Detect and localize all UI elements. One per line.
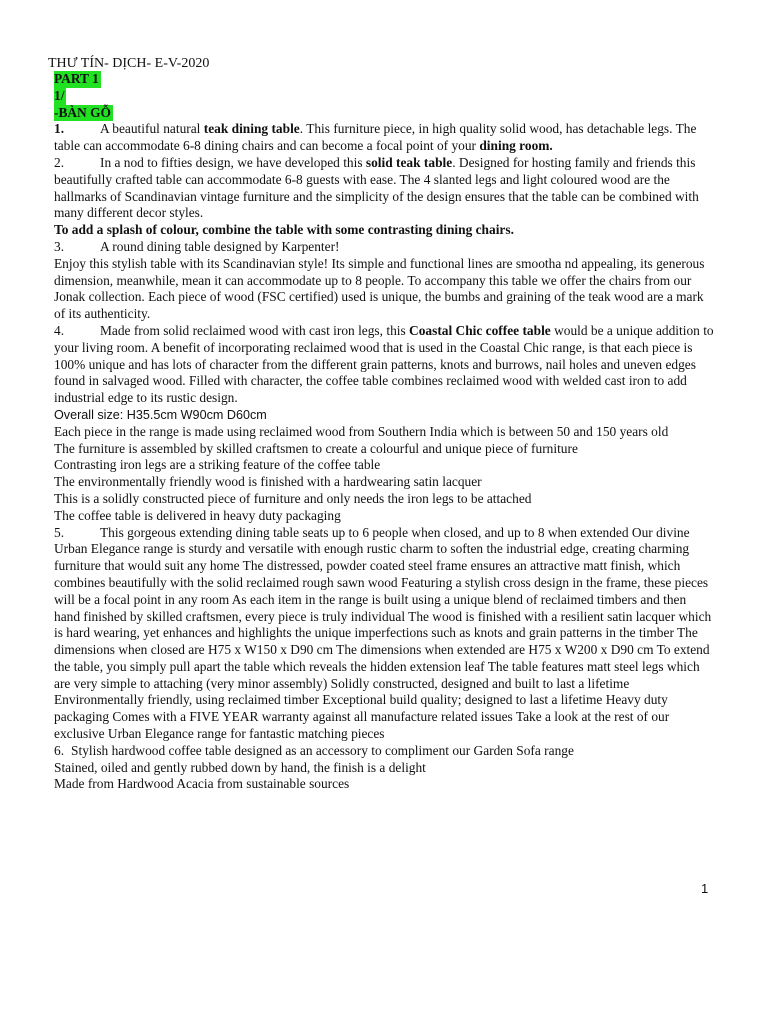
page-number: 1 (701, 881, 709, 896)
document-body (54, 71, 714, 793)
item-2-bold-text: To add a splash of colour, combine the table with some contrasting dining chairs. (54, 222, 514, 238)
item-4-line: Contrasting iron legs are a striking feature of the coffee table (54, 457, 381, 473)
item-2-paragraph (54, 155, 714, 222)
item-number: 1. (54, 121, 65, 137)
item-number: 3. (54, 238, 65, 254)
item-4-size: Overall size: H35.5cm W90cm D60cm (54, 407, 267, 422)
item-6-first-line: Stylish hardwood coffee table designed as an accessory to compliment our Garden Sofa range (71, 742, 574, 758)
section-title: -BÀN GỖ (54, 104, 111, 120)
item-6-heading (54, 743, 714, 760)
item-2-text-pre: In a nod to fifties design, we have developed this (100, 154, 366, 170)
item-number: 2. (54, 154, 65, 170)
item-1-text-mid: . This furniture piece, in high quality solid wood, has detachable legs. The table can accommodate 6-8 dining chairs and can become a focal point of your (54, 121, 697, 154)
item-6-line: Made from Hardwood Acacia from sustainable sources (54, 776, 350, 792)
item-6-line: Stained, oiled and gently rubbed down by hand, the finish is a delight (54, 759, 426, 775)
item-4-bold-product: Coastal Chic coffee table (409, 322, 551, 338)
section-number-line (54, 88, 714, 105)
part-heading: PART 1 (54, 71, 99, 86)
item-1-paragraph (54, 121, 714, 155)
item-3-paragraph: Enjoy this stylish table with its Scandinavian style! Its simple and functional lines are smootha nd appealing, its generous dimension, meanwhile, mean it can accommodate up to 8 people. To accompany this table we offer the chairs from our Jonak collection. Each piece of wood (FSC certified) used is unique, the bumbs and graining of the teak wood are a mark of its authenticity. (54, 255, 705, 322)
item-5-text: This gorgeous extending dining table seats up to 6 people when closed, and up to 8 when extended Our divine Urban Elegance range is sturdy and versatile with enough rustic charm to soften the industrial edge, creating charming furniture that would suit any home The distressed, powder coated steel frame ensures an attractive matt finish, which combines beautifully with the solid reclaimed rough sawn wood Featuring a stylish cross design in the frame, these pieces will be a focal point in any room As each item in the range is built using a unique blend of reclaimed timbers and then hand finished by skilled craftsmen, every piece is truly individual The wood is finished with a resilient satin lacquer which is hard wearing, yet enhances and highlights the unique imperfections such as knots and grain patterns in the timber The dimensions when closed are H75 x W150 x D90 cm The dimensions when extended are H75 x W200 x D90 cm To extend the table, you simply pull apart the table which reveals the hidden extension leaf The table features matt steel legs which are very simple to attaching (very minor assembly) Solidly constructed, designed and built to last a lifetime Environmentally friendly, using reclaimed timber Exceptional build quality; designed to last a lifetime Heavy duty packaging Comes with a FIVE YEAR warranty against all manufacture related issues Take a look at the rest of our exclusive Urban Elegance range for fantastic matching pieces (54, 524, 712, 742)
part-heading-line (54, 71, 714, 88)
item-4-line: The furniture is assembled by skilled craftsmen to create a colourful and unique piece of furniture (54, 440, 578, 456)
section-number: 1/ (54, 87, 65, 103)
item-4-line: This is a solidly constructed piece of furniture and only needs the iron legs to be attached (54, 490, 532, 506)
item-2-bold-line (54, 222, 714, 239)
item-1-text-pre: A beautiful natural (100, 121, 204, 137)
item-4-line: The coffee table is delivered in heavy duty packaging (54, 507, 341, 523)
item-4-text-pre: Made from solid reclaimed wood with cast iron legs, this (100, 322, 410, 338)
item-number: 4. (54, 322, 65, 338)
item-1-bold-room: dining room. (479, 138, 553, 154)
document-title: THƯ TÍN- DỊCH- E-V-2020 (48, 56, 210, 71)
item-4-text-post: would be a unique addition to your living room. A benefit of incorporating reclaimed wood that is used in the Coastal Chic range, is that each piece is 100% unique and has lots of character from the different grain patterns, knots and burrows, nail holes and uneven edges found in salvaged wood. Filled with character, the coffee table combines reclaimed wood with welded cast iron to add industrial edge to its rustic design. (54, 322, 714, 406)
item-3-first-line: A round dining table designed by Karpenter! (100, 238, 340, 254)
item-2-text-post: . Designed for hosting family and friends this beautifully crafted table can accommodate 6-8 guests with ease. The 4 slanted legs and light coloured wood are the hallmarks of Scandinavian vintage furniture and the simplicity of the design ensures that the table can be combined with many different decor styles. (54, 154, 699, 221)
item-4-paragraph (54, 323, 714, 407)
item-2-bold-product: solid teak table (365, 154, 453, 170)
item-number: 6. (54, 742, 65, 758)
item-number: 5. (54, 524, 65, 540)
item-4-line: Each piece in the range is made using reclaimed wood from Southern India which is between 50 and 150 years old (54, 423, 669, 439)
item-5-paragraph (54, 525, 714, 743)
item-3-heading (54, 239, 714, 256)
item-1-bold-product: teak dining table (203, 121, 300, 137)
item-4-line: The environmentally friendly wood is finished with a hardwearing satin lacquer (54, 474, 482, 490)
section-title-line (54, 105, 714, 122)
